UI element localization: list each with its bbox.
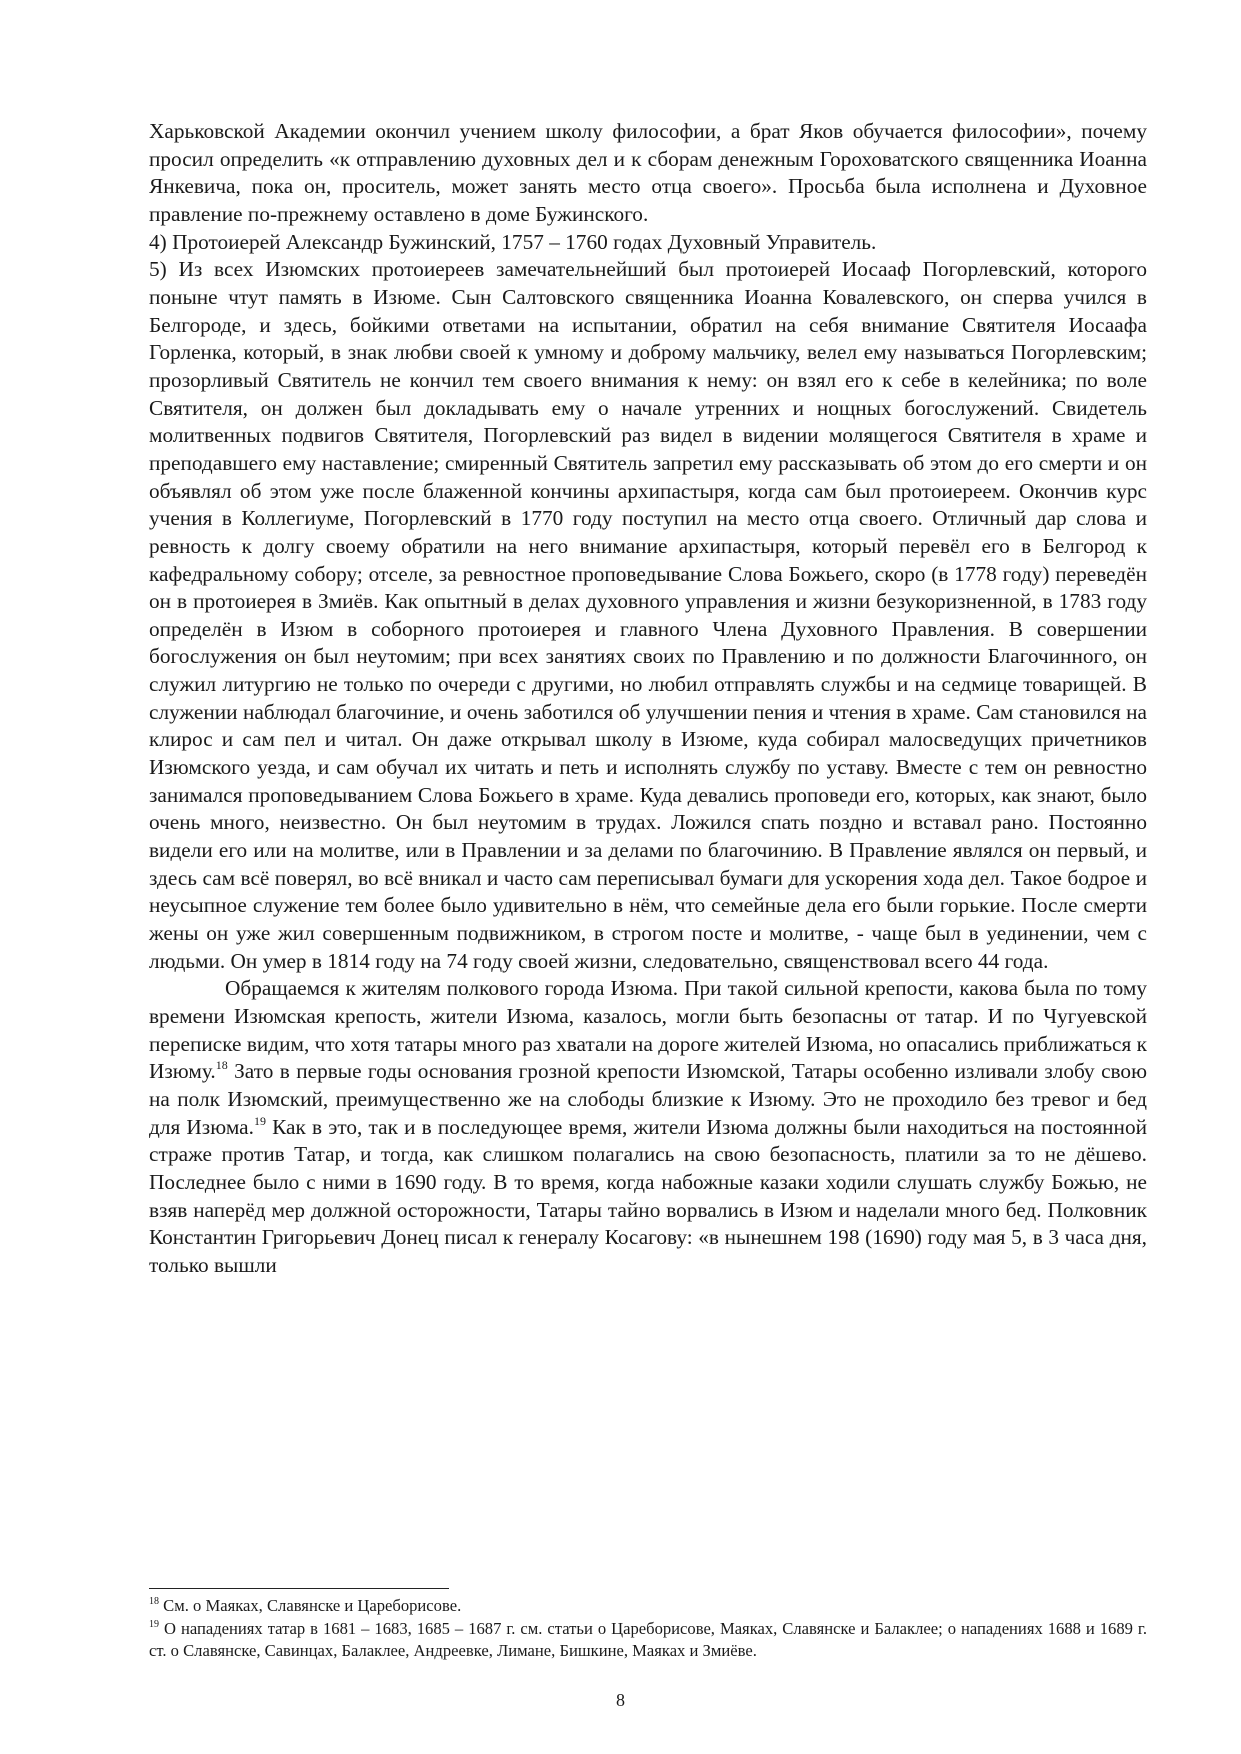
paragraph-2: 4) Протоиерей Александр Бужинский, 1757 – 1760 годах Духовный Управитель. (149, 229, 877, 254)
page-number: 8 (616, 1690, 625, 1710)
paragraph-4-part-a: Обращаемся к жителям полкового города Изюма. При такой сильной крепости, какова была по тому времени Изюмская крепость, жители Изюма, казалось, могли быть безопасны от татар. И по Чугуевской переписке видим, что хотя татары много раз хватали на дороге жителей Изюма, но опасались приближаться к Изюму. (149, 976, 1147, 1084)
paragraph-3: 5) Из всех Изюмских протоиереев замечательнейший был протоиерей Иосааф Погорлевский, которого поныне чтут память в Изюме. Сын Салтовского священника Иоанна Ковалевского, он сперва учился в Белгороде, и здесь, бойкими ответами на испытании, обратил на себя внимание Святителя Иосаафа Горленка, который, в знак любви своей к умному и доброму мальчику, велел ему называться Погорлевским; прозорливый Святитель не кончил тем своего внимания к нему: он взял его к себе в келейника; по воле Святителя, он должен был докладывать ему о начале утренних и нощных богослужений. Свидетель молитвенных подвигов Святителя, Погорлевский раз видел в видении молящегося Святителя в храме и преподавшего ему наставление; смиренный Святитель запретил ему рассказывать об этом до его смерти и он объявлял об этом уже после блаженной кончины архипастыря, когда сам был протоиереем. Окончив курс учения в Коллегиуме, Погорлевский в 1770 году поступил на место отца своего. Отличный дар слова и ревность к долгу своему обратили на него внимание архипастыря, который перевёл его в Белгород к кафедральному собору; отселе, за ревностное проповедывание Слова Божьего, скоро (в 1778 году) переведён он в протоиерея в Змиёв. Как опытный в делах духовного управления и жизни безукоризненной, в 1783 году определён в Изюм в соборного протоиерея и главного Члена Духовного Правления. В совершении богослужения он был неутомим; при всех занятиях своих по Правлению и по должности Благочинного, он служил литургию не только по очереди с другими, но любил отправлять службы и на седмице товарищей. В служении наблюдал благочиние, и очень заботился об улучшении пения и чтения в храме. Сам становился на клирос и сам пел и читал. Он даже открывал школу в Изюме, куда собирал малосведущих причетников Изюмского уезда, и сам обучал их читать и петь и исполнять службу по уставу. Вместе с тем он ревностно занимался проповедыванием Слова Божьего в храме. Куда девались проповеди его, которых, как знают, было очень много, неизвестно. Он был неутомим в трудах. Ложился спать поздно и вставал рано. Постоянно видели его или на молитве, или в Правлении и за делами по благочинию. В Правление являлся он первый, и здесь сам всё поверял, во всё вникал и часто сам переписывал бумаги для ускорения хода дел. Такое бодрое и неусыпное служение тем более было удивительно в нём, что семейные дела его были горькие. После смерти жены он уже жил совершенным подвижником, в строгом посте и молитве, - чаще был в уединении, чем с людьми. Он умер в 1814 году на 74 году своей жизни, следовательно, священствовал всего 44 года. (149, 257, 1147, 973)
page-body (149, 118, 1147, 1280)
footnote-ref-18[interactable]: 18 (215, 1058, 228, 1073)
footnote-number: 18 (149, 1596, 159, 1607)
footnote-separator (149, 1588, 449, 1589)
footnote-18 (149, 1595, 1147, 1618)
footnote-text: О нападениях татар в 1681 – 1683, 1685 – 1687 г. см. статьи о Цареборисове, Маяках, Славянске и Балаклее; о нападениях 1688 и 1689 г. ст. о Славянске, Савинцах, Балаклее, Андреевке, Лимане, Бишкине, Маяках и Змиёве. (149, 1618, 1147, 1660)
footnote-text: См. о Маяках, Славянске и Цареборисове. (159, 1596, 462, 1615)
footnote-19 (149, 1618, 1147, 1663)
paragraph-4-part-b: Зато в первые годы основания грозной крепости Изюмской, Татары особенно изливали злобу свою на полк Изюмский, преимущественно же на слободы близкие к Изюму. Это не проходило без тревог и бед для Изюма. (149, 1059, 1147, 1139)
paragraph-4-part-c: Как в это, так и в последующее время, жители Изюма должны были находиться на постоянной страже против Татар, и тогда, как слишком полагались на свою безопасность, платили за то не дёшево. Последнее было с ними в 1690 году. В то время, когда набожные казаки ходили слушать службу Божью, не взяв наперёд мер должной осторожности, Татары тайно ворвались в Изюм и наделали много бед. Полковник Константин Григорьевич Донец писал к генералу Косагову: «в нынешнем 198 (1690) году мая 5, в 3 часа дня, только вышли (149, 1114, 1147, 1277)
footnotes (149, 1595, 1147, 1663)
paragraph-4 (149, 975, 1147, 1279)
paragraph-1: Харьковской Академии окончил учением школу философии, а брат Яков обучается философии», почему просил определить «к отправлению духовных дел и к сборам денежным Гороховатского священника Иоанна Янкевича, пока он, проситель, может занять место отца своего». Просьба была исполнена и Духовное правление по-прежнему оставлено в доме Бужинского. (149, 119, 1147, 226)
footnote-ref-19[interactable]: 19 (253, 1113, 266, 1128)
footnote-number: 19 (149, 1618, 159, 1630)
